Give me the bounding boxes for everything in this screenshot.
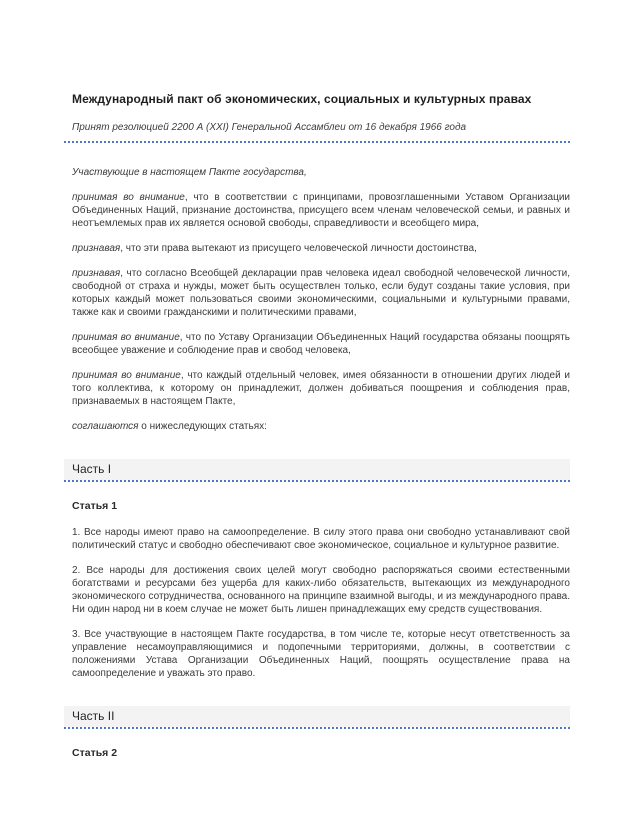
- clause-text: , что по Уставу Организации Объединенных Наций государства обязаны поощрять всеобщее уважение и соблюдение прав и свобод человека,: [72, 332, 570, 356]
- preamble-clause: [64, 242, 570, 255]
- article-heading: Статья 2: [72, 747, 118, 759]
- article-paragraph: 2. Все народы для достижения своих целей могут свободно распоряжаться своими естественными богатствами и ресурсами без ущерба для каких-либо обязательств, вытекающих из международного экономического сотрудничества, основанного на принципе взаимной выгоды, и из международного права. Ни один народ ни в коем случае не может быть лишен принадлежащих ему средств существования.: [72, 565, 570, 615]
- clause-lead: принимая во внимание: [72, 192, 185, 203]
- clause-text: , что в соответствии с принципами, провозглашенными Уставом Организации Объединенных Наций, признание достоинства, присущего всем членам человеческой семьи, и равных и неотъемлемых прав их является основой свободы, справедливости и всеобщего мира,: [72, 192, 570, 229]
- preamble-clause: [64, 331, 570, 357]
- header-divider: [64, 141, 570, 143]
- part-header: [64, 459, 570, 480]
- preamble-clause: [64, 191, 570, 230]
- preamble-clause: [64, 369, 570, 408]
- clause-lead: принимая во внимание: [72, 370, 181, 381]
- clause-lead: признавая: [72, 243, 121, 254]
- document-subtitle: Принят резолюцией 2200 А (XXI) Генеральной Ассамблеи от 16 декабря 1966 года: [72, 122, 467, 133]
- clause-text: , что эти права вытекают из присущего человеческой личности достоинства,: [120, 243, 477, 254]
- clause-lead: соглашаются: [72, 421, 139, 432]
- article-paragraph: 3. Все участвующие в настоящем Пакте государства, в том числе те, которые несут ответственность за управление несамоуправляющимися и подопечными территориями, должны, в соответствии с положениями Устава Организации Объединенных Наций, поощрять осуществление права на самоопределение и уважать это право.: [72, 629, 570, 679]
- preamble-clause: [64, 420, 570, 433]
- article-heading: Статья 1: [72, 500, 118, 512]
- clause-lead: принимая во внимание: [72, 332, 180, 343]
- clause-lead: признавая: [72, 268, 121, 279]
- document-title: Международный пакт об экономических, социальных и культурных правах: [72, 92, 532, 106]
- part-divider: [64, 480, 570, 482]
- article-paragraph: 1. Все народы имеют право на самоопределение. В силу этого права они свободно устанавливают свой политический статус и свободно обеспечивают свое экономическое, социальное и культурное развитие.: [72, 527, 570, 551]
- preamble-opening: Участвующие в настоящем Пакте государства,: [72, 167, 307, 178]
- part-section-1: [64, 459, 570, 680]
- part-title: Часть I: [72, 462, 112, 476]
- part-divider: [64, 727, 570, 729]
- clause-text: , что каждый отдельный человек, имея обязанности в отношении других людей и того коллектива, к которому он принадлежит, должен добиваться поощрения и соблюдения прав, признаваемых в настоящем Пакте,: [72, 370, 570, 407]
- clause-text: о нижеследующих статьях:: [138, 421, 267, 432]
- part-header: [64, 706, 570, 727]
- part-title: Часть II: [72, 709, 115, 723]
- preamble-clause: [64, 267, 570, 319]
- clause-text: , что согласно Всеобщей декларации прав человека идеал свободной человеческой личности, свободной от страха и нужды, может быть осуществлен только, если будут созданы такие условия, при которых каждый может пользоваться своими экономическими, социальными и культурными правами, также как и своими гражданскими и политическими правами,: [72, 268, 570, 318]
- part-section-2: [64, 706, 570, 759]
